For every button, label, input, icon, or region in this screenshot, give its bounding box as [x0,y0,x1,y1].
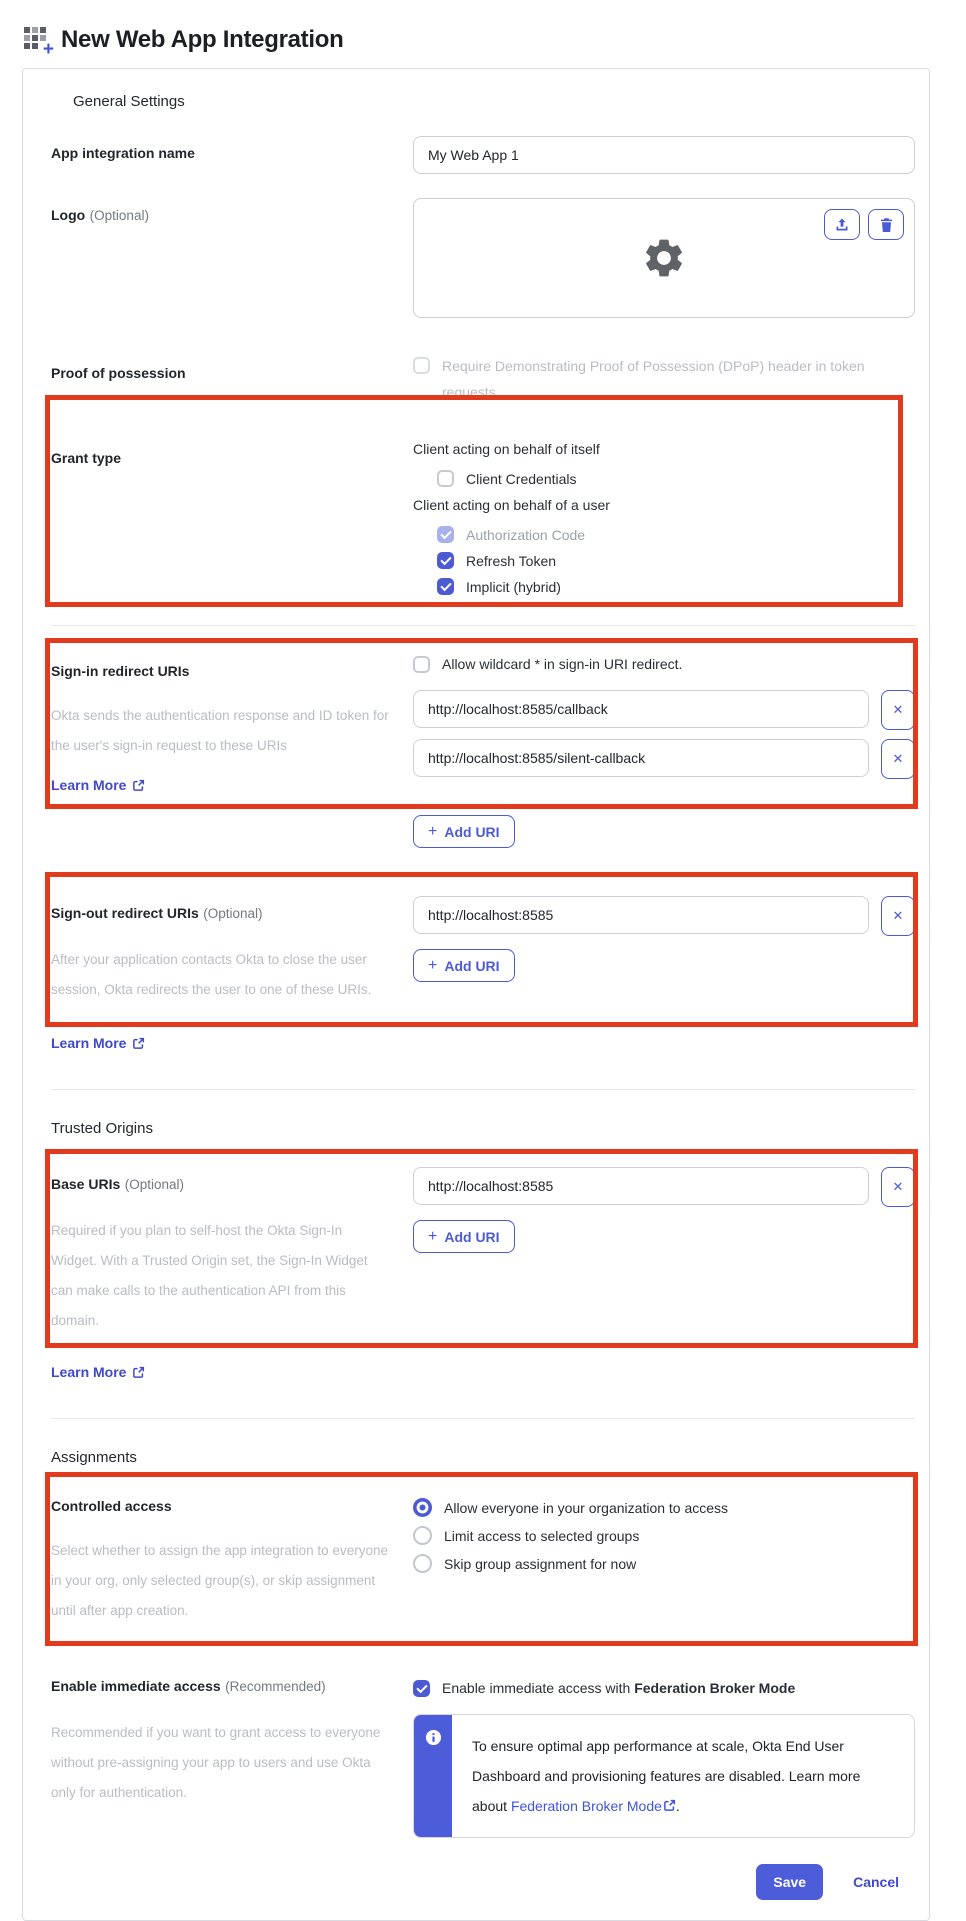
trash-icon [879,217,894,233]
implicit-hybrid-label: Implicit (hybrid) [466,579,561,595]
grant-type-label: Grant type [51,450,122,466]
base-uri-input-1[interactable] [413,1167,869,1205]
signin-uris-label: Sign-in redirect URIs [51,663,190,679]
signout-uris-description: After your application contacts Okta to close the user session, Okta redirects the user to one of these URIs. [51,952,372,997]
federation-broker-checkbox[interactable] [413,1680,430,1697]
assignments-heading: Assignments [51,1449,137,1466]
authorization-code-label: Authorization Code [466,527,586,543]
signin-learn-more-link[interactable]: Learn More [51,777,145,793]
external-link-icon [132,1037,145,1050]
dpop-label: Proof of possession [51,365,186,381]
refresh-token-checkbox[interactable] [437,552,454,569]
wildcard-checkbox[interactable] [413,656,430,673]
callout-accent-strip [414,1715,452,1837]
page-title: New Web App Integration [61,26,344,53]
access-limit-groups-label: Limit access to selected groups [444,1527,640,1544]
trusted-origins-heading: Trusted Origins [51,1120,153,1137]
controlled-access-description: Select whether to assign the app integration to everyone in your org, only selected group(s), or skip assignment until after app creation. [51,1543,388,1618]
access-limit-groups-radio[interactable] [413,1526,432,1545]
logo-dropzone[interactable] [413,198,915,318]
divider [51,1089,915,1090]
signin-add-uri-button[interactable]: + Add URI [413,815,515,848]
plus-icon: + [428,1227,438,1245]
immediate-access-label: Enable immediate access [51,1678,221,1694]
external-link-icon [132,1366,145,1379]
remove-icon: ✕ [892,908,904,923]
remove-icon: ✕ [892,702,904,717]
app-name-input[interactable] [413,136,915,174]
external-link-icon [132,779,145,792]
divider [51,1418,915,1419]
dpop-checkbox [413,357,430,374]
plus-icon: + [42,38,54,60]
dpop-checkbox-label: Require Demonstrating Proof of Possession (DPoP) header in token requests [442,358,865,400]
client-credentials-label: Client Credentials [466,471,577,487]
signout-uris-label: Sign-out redirect URIs [51,905,199,921]
cancel-button[interactable]: Cancel [853,1874,899,1890]
plus-icon: + [428,956,438,974]
controlled-access-label: Controlled access [51,1498,172,1514]
signin-uris-description: Okta sends the authentication response and ID token for the user's sign-in request to these URIs [51,708,389,753]
gear-placeholder-icon [641,235,687,281]
federation-broker-mode-link[interactable]: Federation Broker Mode [511,1798,676,1814]
logo-delete-button[interactable] [868,209,904,240]
save-button[interactable]: Save [756,1864,823,1900]
immediate-access-description: Recommended if you want to grant access to everyone without pre-assigning your app to users and use Okta only for authentication. [51,1725,381,1800]
logo-upload-button[interactable] [824,209,860,240]
signout-learn-more-link[interactable]: Learn More [51,1035,145,1051]
remove-signin-uri-2-button[interactable] [881,739,915,779]
plus-icon: + [428,822,438,840]
logo-optional-label: (Optional) [89,208,149,223]
implicit-hybrid-checkbox[interactable] [437,578,454,595]
federation-broker-checkbox-label: Enable immediate access with Federation Broker Mode [442,1680,796,1696]
signout-optional-label: (Optional) [203,906,263,921]
federation-broker-callout [413,1714,915,1838]
base-learn-more-link[interactable]: Learn More [51,1364,145,1380]
info-icon [425,1729,442,1746]
immediate-recommended-label: (Recommended) [225,1679,326,1694]
access-skip-radio[interactable] [413,1554,432,1573]
access-skip-label: Skip group assignment for now [444,1555,637,1572]
signin-uri-input-2[interactable] [413,739,869,777]
access-everyone-radio[interactable] [413,1498,432,1517]
upload-icon [834,217,850,233]
divider [51,625,915,626]
base-add-uri-button[interactable]: + Add URI [413,1220,515,1253]
logo-label: Logo [51,207,86,223]
page-header [0,0,966,60]
client-credentials-checkbox[interactable] [437,470,454,487]
callout-text: To ensure optimal app performance at scale, Okta End User Dashboard and provisioning features are disabled. Learn more about Federation Broker Mode . [472,1738,861,1814]
authorization-code-checkbox [437,526,454,543]
base-uris-description: Required if you plan to self-host the Okta Sign-In Widget. With a Trusted Origin set, the Sign-In Widget can make calls to the authentication API from this domain. [51,1223,368,1328]
base-uris-label: Base URIs [51,1176,121,1192]
grant-self-heading: Client acting on behalf of itself [413,441,600,457]
grant-user-heading: Client acting on behalf of a user [413,497,610,513]
remove-icon: ✕ [892,1179,904,1194]
new-app-grid-icon [24,27,54,60]
general-settings-heading: General Settings [73,93,185,110]
refresh-token-label: Refresh Token [466,553,557,569]
app-name-label: App integration name [51,145,195,161]
wildcard-label: Allow wildcard * in sign-in URI redirect. [442,656,683,672]
signout-add-uri-button[interactable]: + Add URI [413,949,515,982]
remove-base-uri-1-button[interactable] [881,1167,915,1207]
signin-uri-input-1[interactable] [413,690,869,728]
signout-uri-input-1[interactable] [413,896,869,934]
access-everyone-label: Allow everyone in your organization to access [444,1499,729,1516]
base-uris-optional-label: (Optional) [124,1177,184,1192]
remove-signin-uri-1-button[interactable] [881,690,915,730]
integration-form-panel [22,68,930,1921]
remove-signout-uri-1-button[interactable] [881,896,915,936]
remove-icon: ✕ [892,751,904,766]
external-link-icon [663,1799,676,1812]
